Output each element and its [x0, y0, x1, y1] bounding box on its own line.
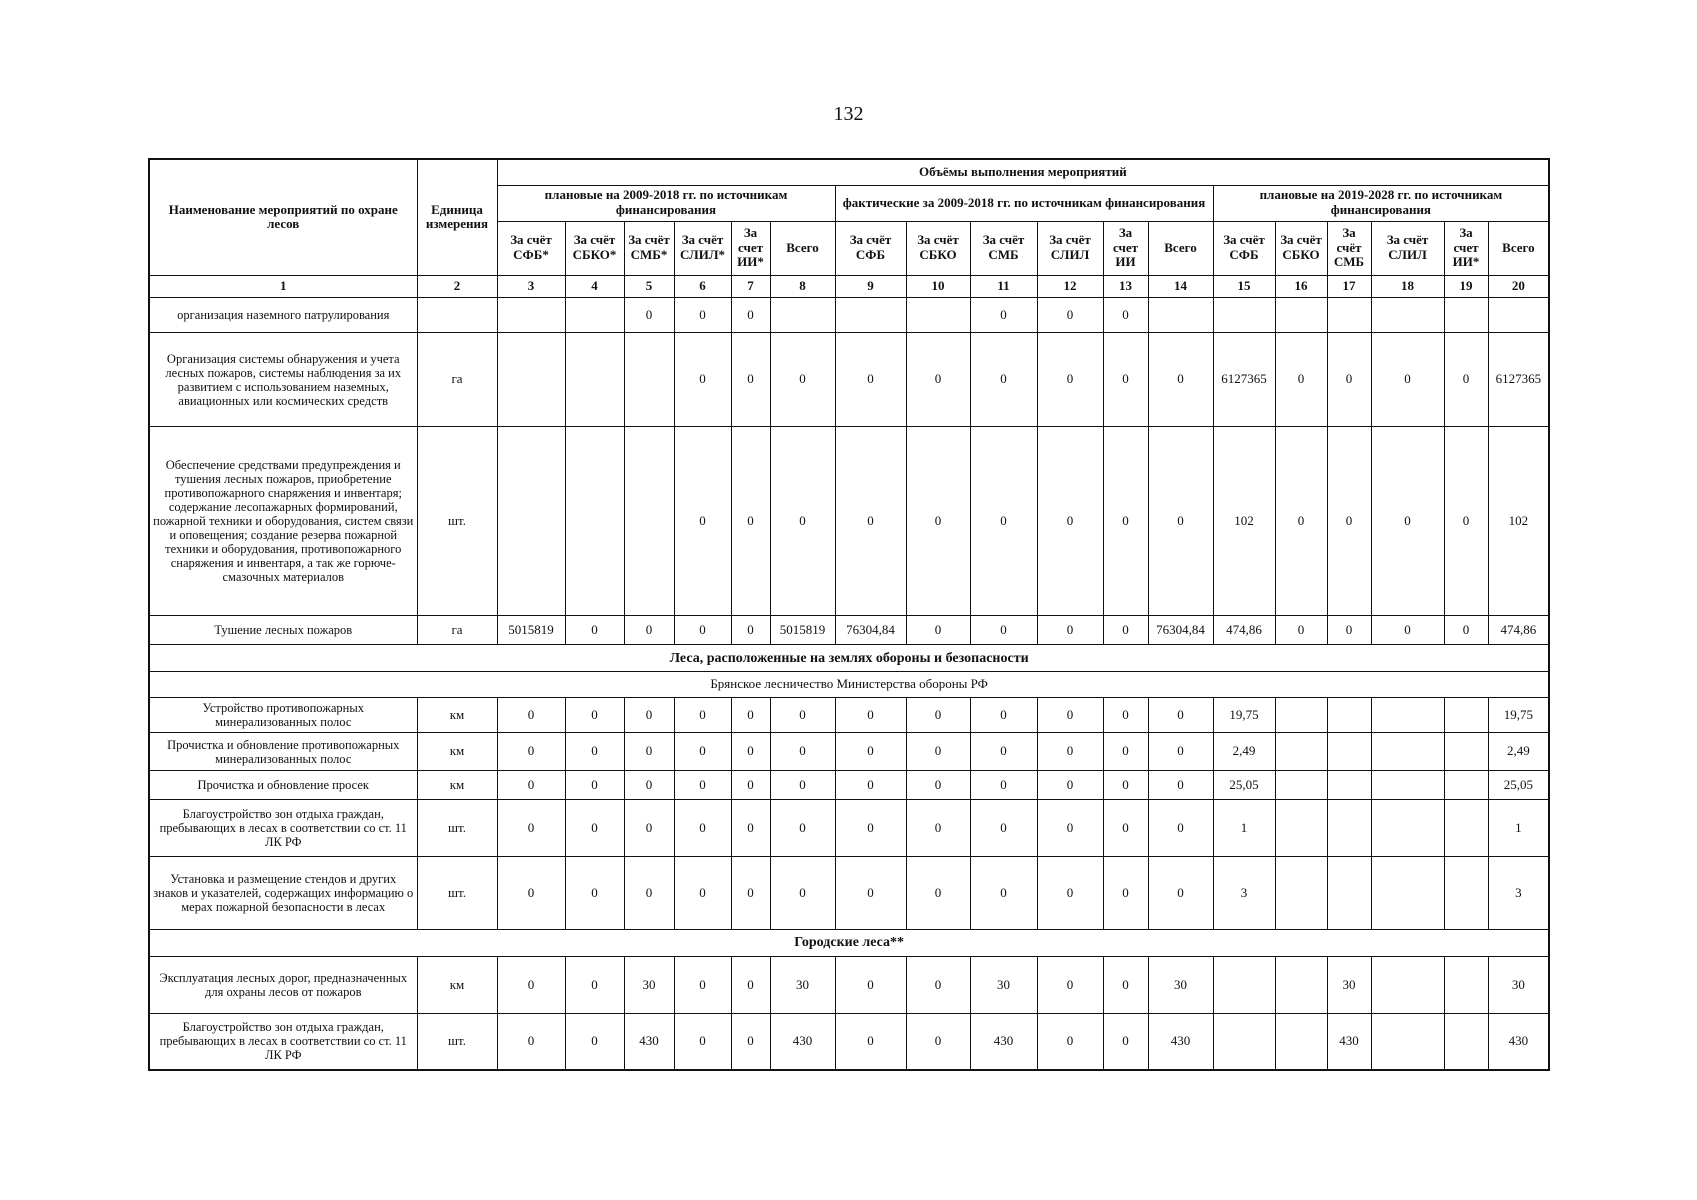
activity-name: Обеспечение средствами предупреждения и тушения лесных пожаров, приобретение противопожарного снаряжения и инвентаря; содержание лесопажарных формирований, пожарной техники и оборудования, систем связи и оповещения; создание резерва пожарной техники и оборудования, противопожарного снаряжения и инвентаря, а так же горюче-смазочных материалов — [149, 427, 417, 616]
value-cell — [1213, 1013, 1275, 1070]
value-cell: 0 — [1037, 297, 1103, 333]
unit-cell: га — [417, 333, 497, 427]
value-cell: 30 — [970, 957, 1037, 1014]
header-sub: За счёт СБКО — [906, 221, 970, 275]
value-cell — [1444, 800, 1488, 857]
header-sub: За счет ИИ — [1103, 221, 1148, 275]
value-cell: 0 — [1037, 427, 1103, 616]
value-cell: 0 — [1275, 615, 1327, 644]
value-cell: 430 — [1327, 1013, 1371, 1070]
header-sub: За счёт СЛИЛ — [1371, 221, 1444, 275]
value-cell: 30 — [624, 957, 674, 1014]
unit-cell: км — [417, 697, 497, 733]
value-cell — [770, 297, 835, 333]
value-cell — [1275, 856, 1327, 929]
value-cell: 0 — [906, 427, 970, 616]
value-cell: 0 — [565, 615, 624, 644]
value-cell: 474,86 — [1488, 615, 1549, 644]
value-cell: 0 — [497, 957, 565, 1014]
value-cell — [1275, 297, 1327, 333]
value-cell: 0 — [1148, 697, 1213, 733]
value-cell: 0 — [1103, 615, 1148, 644]
table-row — [149, 427, 1549, 616]
header-name: Наименование мероприятий по охране лесов — [149, 159, 417, 275]
value-cell: 0 — [624, 856, 674, 929]
column-number: 14 — [1148, 275, 1213, 297]
header-sub: За счёт СМБ — [1327, 221, 1371, 275]
value-cell: 6127365 — [1213, 333, 1275, 427]
header-sub: За счёт СМБ — [970, 221, 1037, 275]
value-cell: 0 — [970, 297, 1037, 333]
value-cell: 0 — [906, 733, 970, 771]
value-cell: 0 — [970, 733, 1037, 771]
unit-cell: шт. — [417, 1013, 497, 1070]
value-cell: 1 — [1213, 800, 1275, 857]
header-volumes: Объёмы выполнения мероприятий — [497, 159, 1549, 185]
table-body-block1 — [149, 297, 1549, 645]
value-cell: 0 — [674, 733, 731, 771]
value-cell: 0 — [565, 697, 624, 733]
value-cell: 30 — [1488, 957, 1549, 1014]
value-cell: 0 — [1037, 697, 1103, 733]
value-cell: 0 — [1103, 427, 1148, 616]
value-cell: 430 — [970, 1013, 1037, 1070]
column-number: 2 — [417, 275, 497, 297]
value-cell: 0 — [497, 800, 565, 857]
forest-protection-table — [148, 158, 1550, 1071]
value-cell: 0 — [1037, 957, 1103, 1014]
value-cell — [906, 297, 970, 333]
value-cell — [1444, 297, 1488, 333]
value-cell — [1275, 697, 1327, 733]
activity-name: Организация системы обнаружения и учета лесных пожаров, системы наблюдения за их развитием с использованием наземных, авиационных или космических средств — [149, 333, 417, 427]
value-cell: 5015819 — [497, 615, 565, 644]
value-cell: 3 — [1213, 856, 1275, 929]
value-cell: 0 — [1148, 770, 1213, 799]
value-cell: 0 — [835, 427, 906, 616]
column-number: 6 — [674, 275, 731, 297]
value-cell: 430 — [1148, 1013, 1213, 1070]
value-cell: 0 — [1444, 427, 1488, 616]
value-cell: 76304,84 — [835, 615, 906, 644]
value-cell — [1275, 770, 1327, 799]
value-cell: 0 — [1103, 333, 1148, 427]
value-cell: 0 — [770, 856, 835, 929]
value-cell: 2,49 — [1213, 733, 1275, 771]
value-cell: 0 — [565, 800, 624, 857]
value-cell — [1371, 297, 1444, 333]
value-cell: 0 — [835, 770, 906, 799]
table-row — [149, 1013, 1549, 1070]
value-cell — [1444, 1013, 1488, 1070]
value-cell — [624, 427, 674, 616]
value-cell: 0 — [674, 697, 731, 733]
value-cell: 0 — [1148, 427, 1213, 616]
activity-name: Эксплуатация лесных дорог, предназначенных для охраны лесов от пожаров — [149, 957, 417, 1014]
value-cell: 0 — [497, 1013, 565, 1070]
value-cell: 3 — [1488, 856, 1549, 929]
value-cell: 0 — [1103, 697, 1148, 733]
unit-cell: км — [417, 957, 497, 1014]
value-cell — [1371, 733, 1444, 771]
value-cell — [1371, 770, 1444, 799]
table-section-defense — [149, 645, 1549, 697]
activity-name: организация наземного патрулирования — [149, 297, 417, 333]
value-cell: 0 — [624, 297, 674, 333]
header-sub: За счёт СБКО* — [565, 221, 624, 275]
header-sub: За счёт СФБ* — [497, 221, 565, 275]
header-unit: Единица измерения — [417, 159, 497, 275]
value-cell — [1148, 297, 1213, 333]
value-cell — [1275, 800, 1327, 857]
table-row — [149, 297, 1549, 333]
value-cell: 0 — [970, 333, 1037, 427]
value-cell — [1444, 957, 1488, 1014]
value-cell: 0 — [731, 770, 770, 799]
value-cell — [497, 333, 565, 427]
value-cell: 0 — [731, 615, 770, 644]
value-cell: 0 — [906, 697, 970, 733]
table-body-block3 — [149, 957, 1549, 1070]
value-cell: 0 — [906, 333, 970, 427]
value-cell: 0 — [1037, 333, 1103, 427]
header-sub: За счёт СЛИЛ — [1037, 221, 1103, 275]
page-number: 132 — [833, 103, 864, 125]
value-cell: 0 — [497, 770, 565, 799]
column-number: 19 — [1444, 275, 1488, 297]
value-cell — [1371, 800, 1444, 857]
value-cell: 0 — [1103, 1013, 1148, 1070]
value-cell: 0 — [1103, 733, 1148, 771]
value-cell — [1275, 1013, 1327, 1070]
activity-name: Благоустройство зон отдыха граждан, пребывающих в лесах в соответствии со ст. 11 ЛК РФ — [149, 800, 417, 857]
value-cell: 430 — [624, 1013, 674, 1070]
value-cell: 0 — [1103, 856, 1148, 929]
value-cell: 0 — [497, 733, 565, 771]
value-cell — [1327, 800, 1371, 857]
value-cell: 5015819 — [770, 615, 835, 644]
value-cell: 0 — [1275, 427, 1327, 616]
value-cell: 0 — [565, 1013, 624, 1070]
column-number: 8 — [770, 275, 835, 297]
value-cell: 0 — [1037, 733, 1103, 771]
value-cell: 0 — [674, 856, 731, 929]
header-sub: Всего — [770, 221, 835, 275]
value-cell — [1371, 957, 1444, 1014]
value-cell — [1275, 733, 1327, 771]
column-number: 13 — [1103, 275, 1148, 297]
value-cell: 0 — [1327, 333, 1371, 427]
value-cell: 430 — [770, 1013, 835, 1070]
value-cell: 0 — [731, 333, 770, 427]
value-cell: 0 — [731, 427, 770, 616]
section-heading: Леса, расположенные на землях обороны и безопасности — [149, 645, 1549, 672]
value-cell: 0 — [674, 1013, 731, 1070]
header-sub: Всего — [1488, 221, 1549, 275]
value-cell: 0 — [1103, 800, 1148, 857]
value-cell: 0 — [770, 733, 835, 771]
header-sub: За счёт СБКО — [1275, 221, 1327, 275]
value-cell: 0 — [970, 856, 1037, 929]
value-cell: 0 — [674, 615, 731, 644]
header-sub: За счет ИИ* — [731, 221, 770, 275]
value-cell: 0 — [731, 297, 770, 333]
value-cell: 430 — [1488, 1013, 1549, 1070]
value-cell: 0 — [906, 856, 970, 929]
value-cell: 0 — [1148, 800, 1213, 857]
value-cell — [624, 333, 674, 427]
value-cell — [565, 427, 624, 616]
value-cell — [1444, 697, 1488, 733]
value-cell: 0 — [1148, 333, 1213, 427]
value-cell: 0 — [835, 856, 906, 929]
value-cell: 0 — [674, 957, 731, 1014]
value-cell: 0 — [624, 615, 674, 644]
value-cell: 0 — [770, 427, 835, 616]
column-number: 18 — [1371, 275, 1444, 297]
value-cell — [1213, 957, 1275, 1014]
value-cell: 0 — [906, 800, 970, 857]
value-cell: 0 — [497, 697, 565, 733]
value-cell: 0 — [1327, 615, 1371, 644]
header-group-planned-2019: плановые на 2019-2028 гг. по источникам финансирования — [1213, 185, 1549, 221]
value-cell: 19,75 — [1488, 697, 1549, 733]
table-row — [149, 800, 1549, 857]
column-number: 4 — [565, 275, 624, 297]
value-cell: 19,75 — [1213, 697, 1275, 733]
value-cell — [1327, 733, 1371, 771]
value-cell: 0 — [731, 733, 770, 771]
unit-cell: км — [417, 770, 497, 799]
header-sub: За счёт СМБ* — [624, 221, 674, 275]
value-cell: 0 — [624, 697, 674, 733]
value-cell: 0 — [970, 697, 1037, 733]
value-cell: 0 — [674, 297, 731, 333]
activity-name: Установка и размещение стендов и других знаков и указателей, содержащих информацию о мерах пожарной безопасности в лесах — [149, 856, 417, 929]
value-cell: 2,49 — [1488, 733, 1549, 771]
column-number: 9 — [835, 275, 906, 297]
column-number: 12 — [1037, 275, 1103, 297]
header-sub: За счёт СФБ — [835, 221, 906, 275]
value-cell: 0 — [906, 615, 970, 644]
table-section-urban — [149, 930, 1549, 957]
value-cell: 0 — [770, 333, 835, 427]
header-group-actual-2009: фактические за 2009-2018 гг. по источникам финансирования — [835, 185, 1213, 221]
value-cell — [1444, 770, 1488, 799]
activity-name: Прочистка и обновление просек — [149, 770, 417, 799]
value-cell: 0 — [674, 333, 731, 427]
column-number: 1 — [149, 275, 417, 297]
value-cell: 76304,84 — [1148, 615, 1213, 644]
value-cell: 0 — [906, 957, 970, 1014]
value-cell: 0 — [624, 733, 674, 771]
value-cell: 0 — [565, 957, 624, 1014]
value-cell: 0 — [970, 615, 1037, 644]
value-cell: 0 — [731, 856, 770, 929]
column-number: 10 — [906, 275, 970, 297]
activity-name: Тушение лесных пожаров — [149, 615, 417, 644]
value-cell: 0 — [674, 427, 731, 616]
value-cell: 25,05 — [1488, 770, 1549, 799]
value-cell: 0 — [731, 1013, 770, 1070]
value-cell: 474,86 — [1213, 615, 1275, 644]
table-row — [149, 770, 1549, 799]
header-sub: За счёт СЛИЛ* — [674, 221, 731, 275]
table-row — [149, 957, 1549, 1014]
value-cell: 30 — [1327, 957, 1371, 1014]
value-cell: 0 — [835, 733, 906, 771]
value-cell: 0 — [835, 333, 906, 427]
value-cell — [1444, 733, 1488, 771]
value-cell: 0 — [624, 770, 674, 799]
value-cell — [565, 297, 624, 333]
column-number-row — [149, 275, 1549, 297]
value-cell: 0 — [1103, 297, 1148, 333]
activity-name: Прочистка и обновление противопожарных минерализованных полос — [149, 733, 417, 771]
table-row — [149, 333, 1549, 427]
value-cell — [1327, 856, 1371, 929]
unit-cell: км — [417, 733, 497, 771]
value-cell — [1327, 297, 1371, 333]
table-row — [149, 697, 1549, 733]
value-cell: 0 — [1037, 1013, 1103, 1070]
table-row — [149, 856, 1549, 929]
value-cell: 0 — [970, 427, 1037, 616]
value-cell: 0 — [674, 800, 731, 857]
table-header — [149, 159, 1549, 297]
value-cell: 30 — [770, 957, 835, 1014]
value-cell: 0 — [1371, 615, 1444, 644]
value-cell: 0 — [1037, 770, 1103, 799]
value-cell: 0 — [1037, 856, 1103, 929]
value-cell: 0 — [565, 733, 624, 771]
value-cell: 0 — [835, 800, 906, 857]
value-cell: 6127365 — [1488, 333, 1549, 427]
column-number: 20 — [1488, 275, 1549, 297]
value-cell — [1371, 856, 1444, 929]
value-cell — [835, 297, 906, 333]
value-cell: 0 — [1371, 333, 1444, 427]
value-cell: 102 — [1213, 427, 1275, 616]
value-cell: 0 — [731, 800, 770, 857]
value-cell — [1444, 856, 1488, 929]
value-cell — [1371, 1013, 1444, 1070]
value-cell — [1327, 697, 1371, 733]
value-cell: 0 — [970, 800, 1037, 857]
table-row — [149, 615, 1549, 644]
value-cell: 0 — [1037, 615, 1103, 644]
value-cell: 0 — [1275, 333, 1327, 427]
header-group-planned-2009: плановые на 2009-2018 гг. по источникам финансирования — [497, 185, 835, 221]
column-number: 11 — [970, 275, 1037, 297]
subsection-heading: Брянское лесничество Министерства обороны РФ — [149, 672, 1549, 697]
value-cell: 0 — [1148, 856, 1213, 929]
unit-cell: шт. — [417, 800, 497, 857]
column-number: 7 — [731, 275, 770, 297]
value-cell: 25,05 — [1213, 770, 1275, 799]
value-cell — [1327, 770, 1371, 799]
value-cell: 0 — [624, 800, 674, 857]
value-cell: 0 — [497, 856, 565, 929]
column-number: 15 — [1213, 275, 1275, 297]
value-cell: 0 — [770, 800, 835, 857]
value-cell: 1 — [1488, 800, 1549, 857]
value-cell: 30 — [1148, 957, 1213, 1014]
value-cell: 0 — [1103, 770, 1148, 799]
value-cell: 0 — [674, 770, 731, 799]
section-heading: Городские леса** — [149, 930, 1549, 957]
value-cell: 0 — [1444, 333, 1488, 427]
unit-cell — [417, 297, 497, 333]
value-cell: 0 — [1327, 427, 1371, 616]
value-cell: 0 — [1103, 957, 1148, 1014]
unit-cell: шт. — [417, 856, 497, 929]
value-cell: 0 — [1444, 615, 1488, 644]
value-cell: 0 — [835, 697, 906, 733]
value-cell — [565, 333, 624, 427]
value-cell — [1275, 957, 1327, 1014]
value-cell: 0 — [1371, 427, 1444, 616]
value-cell: 0 — [770, 770, 835, 799]
value-cell: 0 — [970, 770, 1037, 799]
value-cell — [497, 427, 565, 616]
unit-cell: га — [417, 615, 497, 644]
value-cell: 0 — [731, 957, 770, 1014]
value-cell: 0 — [565, 770, 624, 799]
activity-name: Благоустройство зон отдыха граждан, пребывающих в лесах в соответствии со ст. 11 ЛК РФ — [149, 1013, 417, 1070]
value-cell: 0 — [770, 697, 835, 733]
column-number: 5 — [624, 275, 674, 297]
header-sub: За счёт СФБ — [1213, 221, 1275, 275]
activity-name: Устройство противопожарных минерализованных полос — [149, 697, 417, 733]
column-number: 17 — [1327, 275, 1371, 297]
header-sub: Всего — [1148, 221, 1213, 275]
value-cell — [1488, 297, 1549, 333]
value-cell: 0 — [1148, 733, 1213, 771]
table-body-block2 — [149, 697, 1549, 930]
value-cell: 0 — [906, 1013, 970, 1070]
value-cell: 0 — [835, 1013, 906, 1070]
value-cell: 102 — [1488, 427, 1549, 616]
value-cell — [1213, 297, 1275, 333]
column-number: 3 — [497, 275, 565, 297]
value-cell: 0 — [565, 856, 624, 929]
column-number: 16 — [1275, 275, 1327, 297]
table-row — [149, 733, 1549, 771]
value-cell: 0 — [835, 957, 906, 1014]
unit-cell: шт. — [417, 427, 497, 616]
value-cell: 0 — [906, 770, 970, 799]
value-cell: 0 — [731, 697, 770, 733]
value-cell — [497, 297, 565, 333]
value-cell: 0 — [1037, 800, 1103, 857]
value-cell — [1371, 697, 1444, 733]
header-sub: За счет ИИ* — [1444, 221, 1488, 275]
